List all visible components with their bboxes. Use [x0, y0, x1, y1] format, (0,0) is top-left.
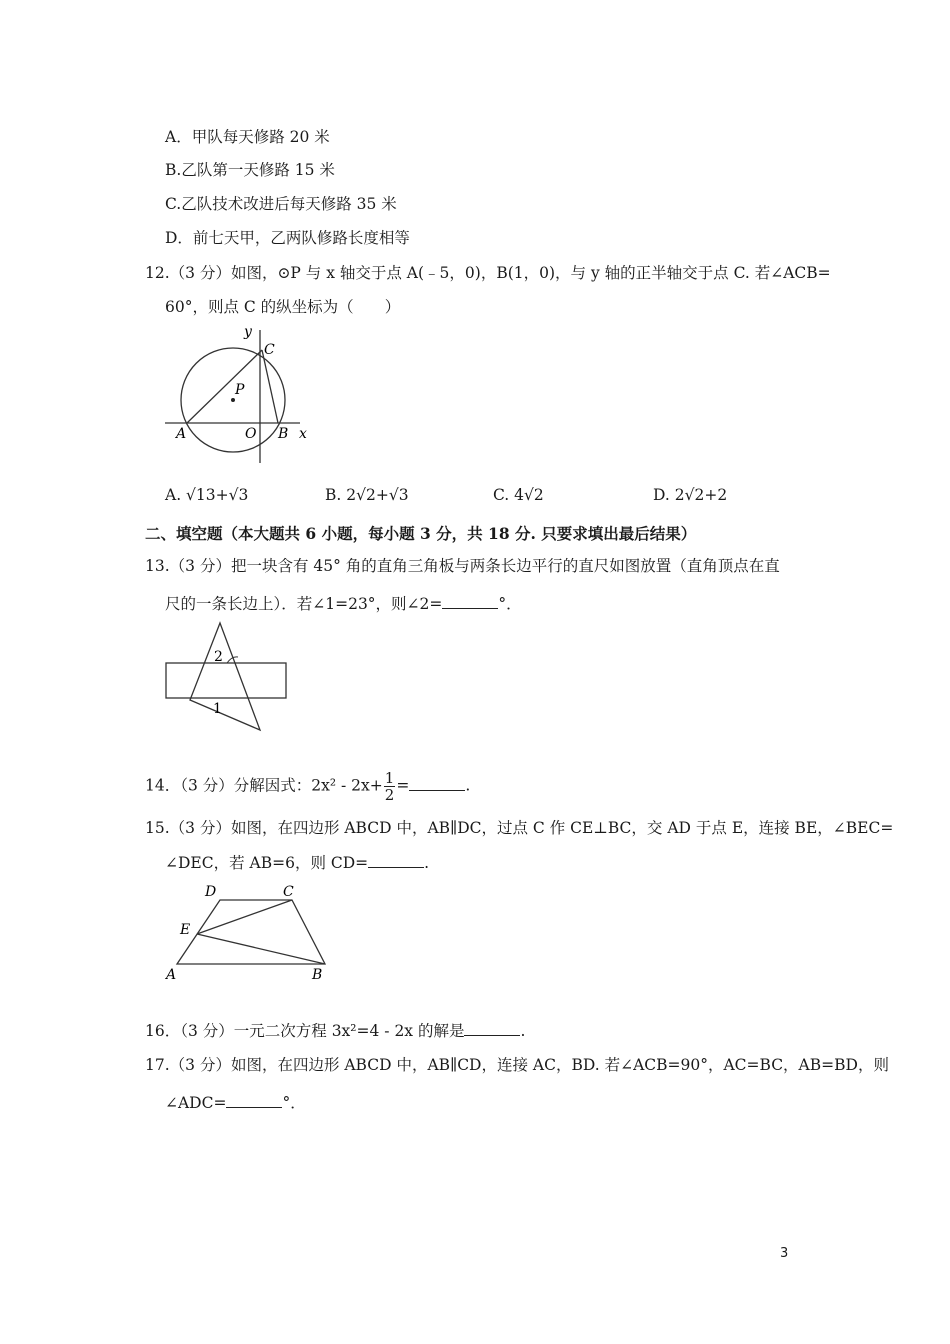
q14-stem: [145, 770, 470, 803]
q14-eq: =: [396, 776, 410, 795]
q17-stem-line2: [165, 1093, 306, 1113]
q12-choices: [165, 486, 765, 510]
q12-circle-figure: [160, 320, 320, 465]
center-point-p: [231, 398, 235, 402]
label-b: B: [278, 426, 289, 442]
quad-abcd: [177, 900, 325, 964]
label-c: C: [283, 884, 294, 900]
segment-eb: [197, 934, 325, 964]
label-a: A: [166, 967, 177, 983]
q16-answer-blank: [464, 1021, 520, 1036]
q14-answer-blank: [409, 776, 465, 791]
q15-quadrilateral-figure: [160, 878, 335, 988]
q11-option-d: D．前七天甲，乙两队修路长度相等: [165, 229, 410, 247]
q14-prefix: 14．（3 分）分解因式：2x² - 2x+: [145, 776, 383, 795]
q13-stem-end: °．: [498, 595, 522, 613]
q12-choice-b: B. 2√2+√3: [325, 486, 409, 504]
q11-option-c: C.乙队技术改进后每天修路 35 米: [165, 195, 397, 213]
label-b: B: [312, 967, 323, 983]
q16-end: .: [520, 1022, 526, 1040]
angle-label-1: 1: [213, 701, 222, 717]
q17-answer-blank: [226, 1093, 282, 1108]
segment-ec: [197, 900, 292, 934]
q12-stem-line2: 60°，则点 C 的纵坐标为（ ）: [165, 298, 401, 316]
q13-ruler-triangle-figure: [160, 620, 295, 735]
page-number: 3: [780, 1246, 789, 1261]
q12-choice-c: C. 4√2: [493, 486, 544, 504]
q11-option-a: A．甲队每天修路 20 米: [165, 128, 330, 146]
q14-fraction-num: 1: [384, 769, 395, 787]
q15-answer-blank: [368, 853, 424, 868]
q13-stem-line2: [165, 594, 522, 614]
q12-choice-a: A. √13+√3: [165, 486, 249, 504]
label-e: E: [180, 922, 191, 938]
q15-stem-line2: [165, 853, 429, 873]
q11-option-b: B.乙队第一天修路 15 米: [165, 161, 335, 179]
label-a: A: [176, 426, 187, 442]
angle-label-2: 2: [214, 649, 223, 665]
set-square-triangle: [190, 623, 260, 730]
q15-stem-text: ∠DEC，若 AB=6，则 CD=: [165, 854, 369, 872]
q16-prefix: 16．（3 分）一元二次方程 3x²=4 - 2x 的解是: [145, 1022, 465, 1040]
q12-stem-line1: 12.（3 分）如图，⊙P 与 x 轴交于点 A(﹣5，0)，B(1，0)，与 y 轴的正半轴交于点 C. 若∠ACB=: [145, 264, 831, 282]
label-y: y: [244, 324, 252, 340]
label-x: x: [299, 426, 307, 442]
label-p: P: [235, 382, 245, 398]
q15-stem-line1: 15.（3 分）如图，在四边形 ABCD 中，AB∥DC，过点 C 作 CE⊥BC，交 AD 于点 E，连接 BE，∠BEC=: [145, 819, 894, 837]
q12-choice-d: D. 2√2+2: [653, 486, 728, 504]
q13-stem-text: 尺的一条长边上）．若∠1=23°，则∠2=: [165, 595, 443, 613]
q14-end: .: [465, 776, 471, 795]
segment-cb: [262, 350, 278, 423]
label-c: C: [264, 342, 275, 358]
section-heading-fill-blank: 二、填空题（本大题共 6 小题，每小题 3 分，共 18 分. 只要求填出最后结果）: [145, 524, 697, 543]
q13-stem-line1: 13.（3 分）把一块含有 45° 角的直角三角板与两条长边平行的直尺如图放置（直角顶点在直: [145, 557, 780, 575]
q13-answer-blank: [442, 594, 498, 609]
q17-stem-text: ∠ADC=: [165, 1094, 227, 1112]
q17-stem-line1: 17.（3 分）如图，在四边形 ABCD 中，AB∥CD，连接 AC，BD. 若∠ACB=90°，AC=BC，AB=BD，则: [145, 1056, 889, 1074]
q14-fraction-den: 2: [384, 786, 395, 804]
q15-stem-end: .: [424, 854, 430, 872]
q14-fraction: [384, 770, 396, 803]
ruler-rectangle: [166, 663, 286, 698]
q16-stem: [145, 1021, 525, 1041]
label-d: D: [205, 884, 217, 900]
q17-stem-end: °．: [282, 1094, 306, 1112]
angle-2-arc: [227, 657, 238, 663]
label-o: O: [245, 426, 257, 442]
